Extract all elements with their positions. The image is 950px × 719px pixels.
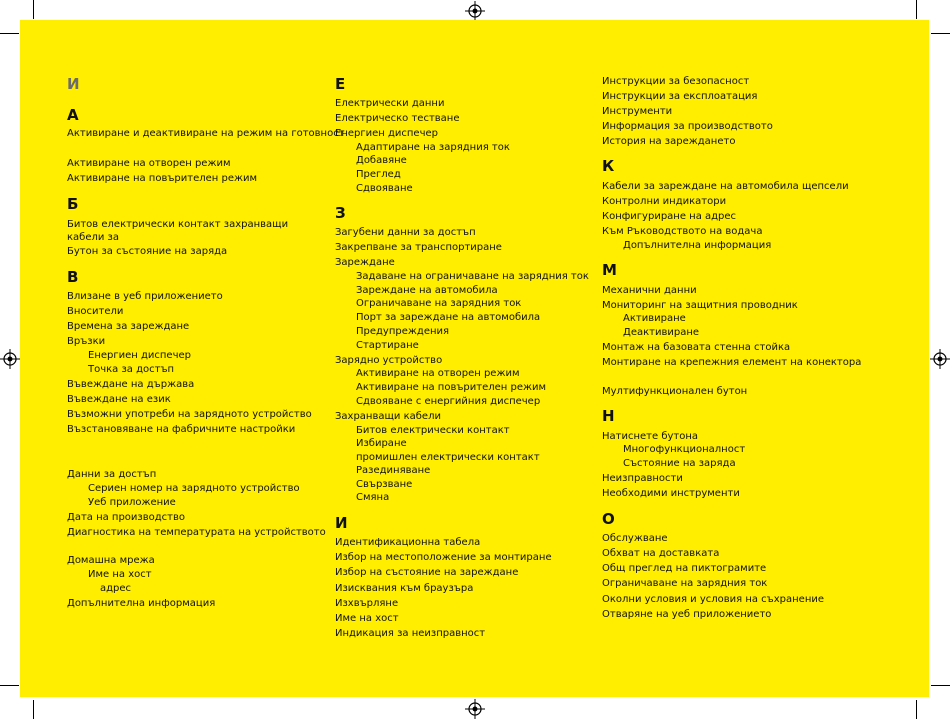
index-subentry: Зареждане на автомобила	[356, 285, 498, 296]
index-entry: Натиснете бутона	[602, 431, 699, 442]
index-entry: Избор на местоположение за монтиране	[335, 552, 552, 563]
index-letter-heading: И	[67, 75, 80, 93]
index-subentry: промишлен електрически контакт	[356, 452, 540, 463]
index-subentry: Избиране	[356, 438, 407, 449]
crop-mark	[0, 33, 19, 34]
index-subentry: Активиране на отворен режим	[356, 368, 520, 379]
index-subentry: Сдвояване с енергийния диспечер	[356, 396, 541, 407]
index-entry: Въвеждане на държава	[67, 379, 195, 390]
index-entry: Механични данни	[602, 285, 697, 296]
crop-mark	[33, 0, 34, 19]
crop-mark	[931, 685, 950, 686]
index-entry: Влизане в уеб приложението	[67, 291, 223, 302]
index-entry: Отваряне на уеб приложението	[602, 609, 772, 620]
index-subentry: Деактивиране	[623, 327, 700, 338]
index-entry: Времена за зареждане	[67, 321, 190, 332]
index-entry: Конфигуриране на адрес	[602, 211, 737, 222]
index-subentry: Порт за зареждане на автомобила	[356, 312, 541, 323]
index-entry: Обхват на доставката	[602, 548, 720, 559]
index-letter-heading: М	[602, 261, 617, 279]
index-subentry: адрес	[100, 583, 132, 594]
index-subentry: Ограничаване на зарядния ток	[356, 298, 522, 309]
index-subentry: Състояние на заряда	[623, 458, 736, 469]
index-entry: Име на хост	[335, 613, 399, 624]
index-entry: Идентификационна табела	[335, 537, 481, 548]
index-letter-heading: З	[335, 204, 346, 222]
index-letter-heading: Б	[67, 195, 79, 213]
index-entry: Зарядно устройство	[335, 355, 443, 366]
crop-mark	[0, 685, 19, 686]
index-entry: Връзки	[67, 336, 106, 347]
crop-mark	[916, 0, 917, 19]
index-entry: Закрепване за транспортиране	[335, 242, 502, 253]
index-subentry: Адаптиране на зарядния ток	[356, 142, 510, 153]
index-subentry: Енергиен диспечер	[88, 350, 191, 361]
index-subentry: Предупреждения	[356, 326, 450, 337]
index-subentry: Стартиране	[356, 340, 419, 351]
registration-mark-icon	[465, 1, 485, 21]
index-entry: Монтаж на базовата стенна стойка	[602, 342, 791, 353]
index-entry: Мултифункционален бутон	[602, 386, 748, 397]
index-entry: Ограничаване на зарядния ток	[602, 578, 768, 589]
index-entry: Зареждане	[335, 257, 395, 268]
index-entry: Изхвърляне	[335, 598, 399, 609]
index-entry: Електрически данни	[335, 98, 445, 109]
index-subentry: Точка за достъп	[88, 364, 175, 375]
index-letter-heading: К	[602, 157, 615, 175]
index-entry: Допълнителна информация	[67, 598, 216, 609]
index-letter-heading: О	[602, 510, 615, 528]
index-entry: История на зареждането	[602, 136, 736, 147]
index-entry: Бутон за състояние на заряда	[67, 246, 228, 257]
index-subentry: Име на хост	[88, 569, 152, 580]
index-subentry: Свързване	[356, 479, 413, 490]
index-entry: Активиране на отворен режим	[67, 158, 231, 169]
index-subentry: Разединяване	[356, 465, 431, 476]
registration-mark-icon	[0, 349, 20, 369]
index-subentry: Активиране на повърителен режим	[356, 382, 547, 393]
index-letter-heading: В	[67, 268, 79, 286]
index-subentry: Преглед	[356, 169, 401, 180]
registration-mark-icon	[930, 349, 950, 369]
index-letter-heading: А	[67, 106, 79, 124]
crop-mark	[33, 700, 34, 719]
index-entry: Инструменти	[602, 106, 673, 117]
registration-mark-icon	[465, 699, 485, 719]
crop-mark	[916, 700, 917, 719]
index-entry: Домашна мрежа	[67, 555, 155, 566]
index-entry: Въвеждане на език	[67, 394, 171, 405]
index-entry: Възстановяване на фабричните настройки	[67, 424, 296, 435]
index-page	[20, 20, 929, 697]
index-subentry: Смяна	[356, 492, 390, 503]
index-entry: Захранващи кабели	[335, 411, 441, 422]
index-entry: Кабели за зареждане на автомобила щепсели	[602, 181, 849, 192]
index-entry: Битов електрически контакт захранващи кабели за	[67, 219, 289, 243]
index-entry: Активиране на повърителен режим	[67, 173, 258, 184]
index-entry: Индикация за неизправност	[335, 628, 486, 639]
index-subentry: Битов електрически контакт	[356, 425, 510, 436]
index-entry: Електрическо тестване	[335, 113, 460, 124]
index-entry: Околни условия и условия на съхранение	[602, 594, 825, 605]
index-entry: Дата на производство	[67, 512, 185, 523]
index-entry: Мониторинг на защитния проводник	[602, 300, 798, 311]
index-entry: Инструкции за безопасност	[602, 76, 750, 87]
index-entry: Контролни индикатори	[602, 196, 727, 207]
index-entry: Активиране и деактивиране на режим на готовност	[67, 128, 345, 139]
index-entry: Общ преглед на пиктограмите	[602, 563, 767, 574]
index-subentry: Сериен номер на зарядното устройство	[88, 483, 300, 494]
index-entry: Монтиране на крепежния елемент на конектора	[602, 357, 862, 368]
index-entry: Към Ръководството на водача	[602, 226, 763, 237]
index-subentry: Уеб приложение	[88, 497, 176, 508]
index-entry: Диагностика на температурата на устройството	[67, 527, 326, 538]
index-entry: Вносители	[67, 306, 124, 317]
index-letter-heading: Е	[335, 75, 346, 93]
index-entry: Данни за достъп	[67, 469, 157, 480]
index-entry: Възможни употреби на зарядното устройство	[67, 409, 312, 420]
index-subentry: Многофункционалност	[623, 444, 746, 455]
index-subentry: Сдвояване	[356, 183, 413, 194]
index-entry: Инструкции за експлоатация	[602, 91, 758, 102]
index-subentry: Допълнителна информация	[623, 240, 772, 251]
index-entry: Избор на състояние на зареждане	[335, 567, 519, 578]
index-subentry: Добавяне	[356, 155, 407, 166]
index-entry: Обслужване	[602, 533, 668, 544]
index-entry: Информация за производството	[602, 121, 773, 132]
index-entry: Изисквания към браузъра	[335, 583, 474, 594]
index-entry: Необходими инструменти	[602, 488, 740, 499]
index-entry: Енергиен диспечер	[335, 128, 438, 139]
index-subentry: Активиране	[623, 313, 686, 324]
index-letter-heading: Н	[602, 407, 615, 425]
index-letter-heading: И	[335, 514, 348, 532]
crop-mark	[931, 33, 950, 34]
index-entry: Неизправности	[602, 473, 683, 484]
index-subentry: Задаване на ограничаване на зарядния ток	[356, 271, 589, 282]
index-entry: Загубени данни за достъп	[335, 227, 476, 238]
